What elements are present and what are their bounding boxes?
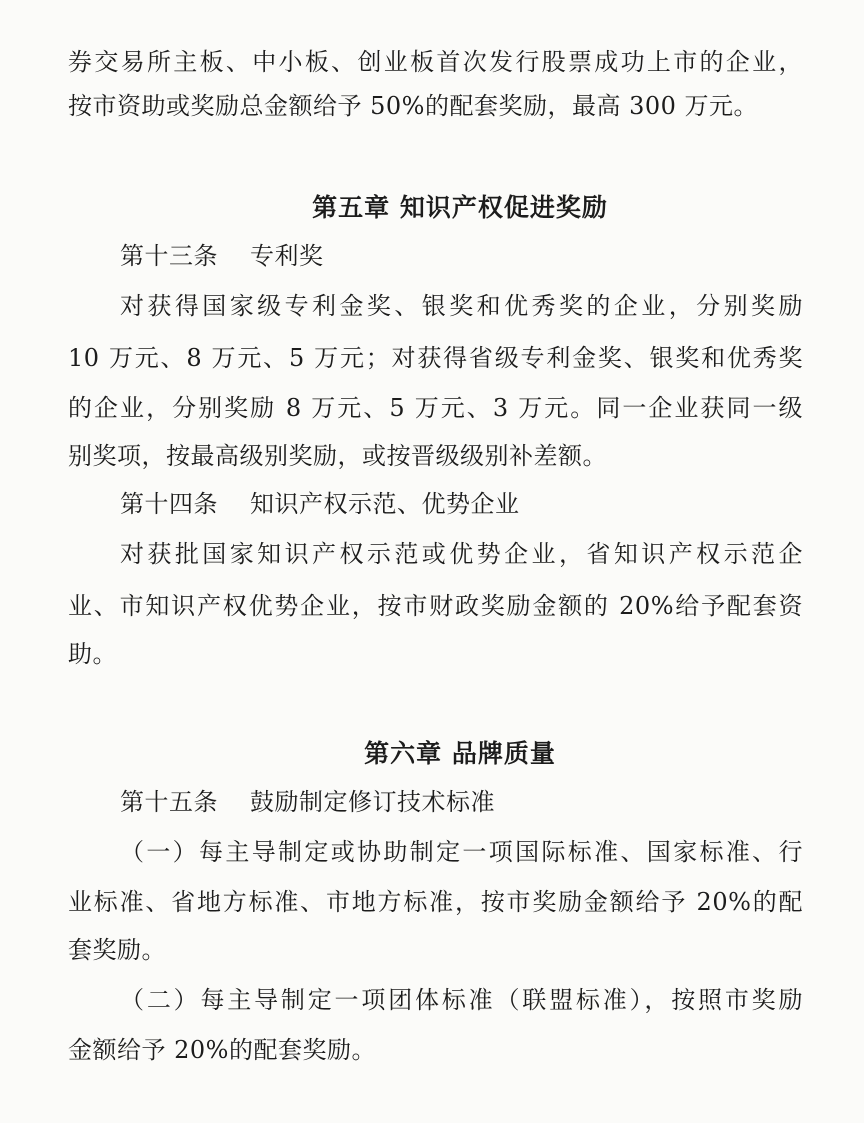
paragraph-line: 券交易所主板、中小板、创业板首次发行股票成功上市的企业， (68, 48, 803, 76)
paragraph-line: 金额给予 20%的配套奖励。 (68, 1036, 376, 1064)
paragraph-line: 按市资助或奖励总金额给予 50%的配套奖励，最高 300 万元。 (68, 92, 759, 120)
paragraph-line: 对获批国家知识产权示范或优势企业，省知识产权示范企 (120, 540, 803, 568)
paragraph-line: 套奖励。 (68, 936, 166, 964)
paragraph-line: 的企业，分别奖励 8 万元、5 万元、3 万元。同一企业获同一级 (68, 394, 803, 422)
article-name: 鼓励制定修订技术标准 (250, 788, 495, 816)
paragraph-line: （一）每主导制定或协助制定一项国际标准、国家标准、行 (120, 838, 803, 866)
article-name: 知识产权示范、优势企业 (250, 490, 520, 518)
article-title (120, 236, 324, 276)
article-number: 第十三条 (120, 242, 218, 270)
paragraph-line: 业标准、省地方标准、市地方标准，按市奖励金额给予 20%的配 (68, 888, 803, 916)
chapter-heading: 第五章 知识产权促进奖励 (312, 193, 608, 222)
chapter-heading: 第六章 品牌质量 (364, 739, 556, 768)
paragraph-line: 10 万元、8 万元、5 万元；对获得省级专利金奖、银奖和优秀奖 (68, 344, 803, 372)
paragraph-line: 别奖项，按最高级别奖励，或按晋级级别补差额。 (68, 442, 607, 470)
article-name: 专利奖 (250, 242, 324, 270)
article-title (120, 782, 495, 822)
paragraph-line: 业、市知识产权优势企业，按市财政奖励金额的 20%给予配套资 (68, 592, 803, 620)
paragraph-line: 助。 (68, 640, 117, 668)
article-number: 第十五条 (120, 788, 218, 816)
article-number: 第十四条 (120, 490, 218, 518)
article-title (120, 484, 520, 524)
paragraph-line: （二）每主导制定一项团体标准（联盟标准），按照市奖励 (120, 986, 803, 1014)
paragraph-line: 对获得国家级专利金奖、银奖和优秀奖的企业，分别奖励 (120, 292, 803, 320)
